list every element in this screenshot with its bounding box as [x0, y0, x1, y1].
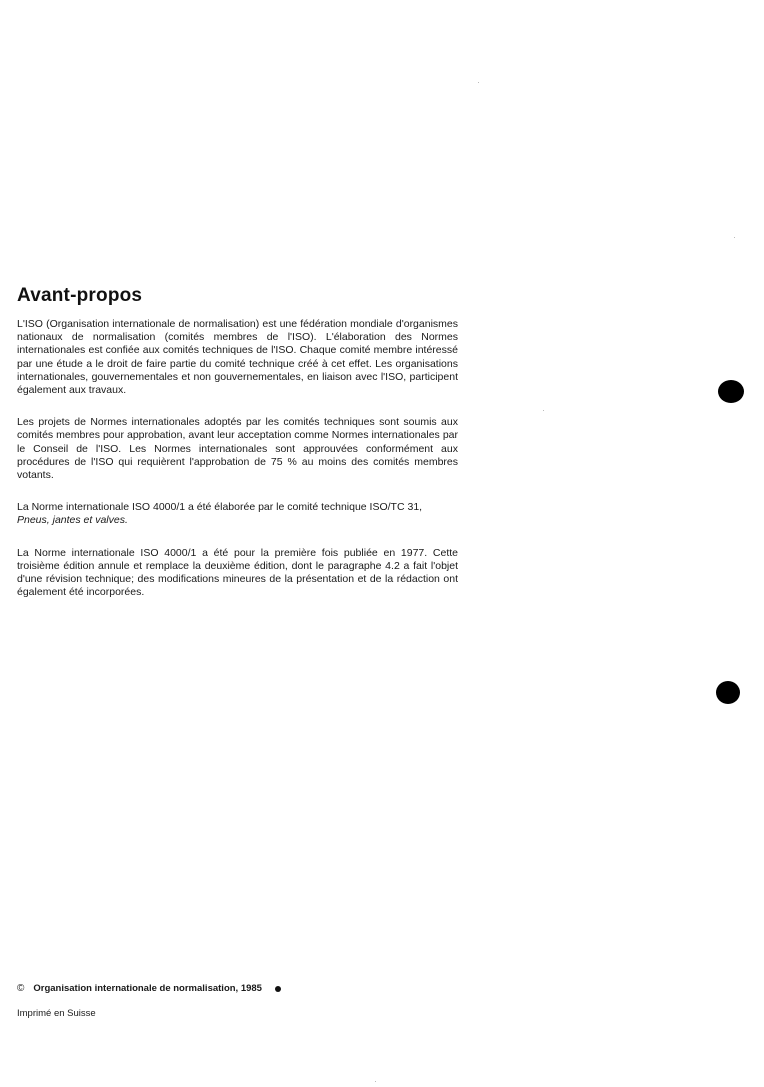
scan-speck [543, 410, 544, 411]
punch-hole-bottom [716, 681, 740, 704]
committee-title: Pneus, jantes et valves. [17, 514, 128, 527]
copyright-text: Organisation internationale de normalisation, 1985 [33, 983, 262, 994]
foreword-paragraph-3 [17, 501, 458, 527]
committee-statement: La Norme internationale ISO 4000/1 a été élaborée par le comité technique ISO/TC 31, [17, 501, 423, 514]
copyright-icon: © [17, 983, 25, 994]
foreword-paragraph-2: Les projets de Normes internationales adoptés par les comités techniques sont soumis aux comités membres pour approbation, avant leur acceptation comme Normes internationales par le Conseil de l'ISO. Les Normes internationales sont approuvées conformément aux procédures de l'ISO qui requièrent l'approbation de 75 % au moins des comités membres votants. [17, 416, 458, 482]
bullet-icon [275, 986, 281, 992]
scan-speck [375, 1081, 376, 1082]
foreword-paragraph-4: La Norme internationale ISO 4000/1 a été pour la première fois publiée en 1977. Cette troisième édition annule et remplace la deuxième édition, dont le paragraphe 4.2 a fait l'objet d'une révision technique; des modifications mineures de la présentation et de la rédaction ont également été incorporées. [17, 546, 458, 599]
foreword-body [17, 318, 458, 618]
page-footer [17, 983, 281, 1019]
punch-hole-top [718, 380, 744, 403]
printed-in-text: Imprimé en Suisse [17, 1008, 96, 1019]
foreword-paragraph-1: L'ISO (Organisation internationale de normalisation) est une fédération mondiale d'organismes nationaux de normalisation (comités membres de l'ISO). L'élaboration des Normes internationales est confiée aux comités techniques de l'ISO. Chaque comité membre intéressé par une étude a le droit de faire partie du comité technique créé à cet effet. Les organisations internationales, gouvernementales et non gouvernementales, en liaison avec l'ISO, participent également aux travaux. [17, 318, 458, 397]
scan-speck [734, 237, 735, 238]
page-title: Avant-propos [17, 285, 143, 306]
scan-speck [478, 82, 479, 83]
copyright-line [17, 983, 281, 994]
